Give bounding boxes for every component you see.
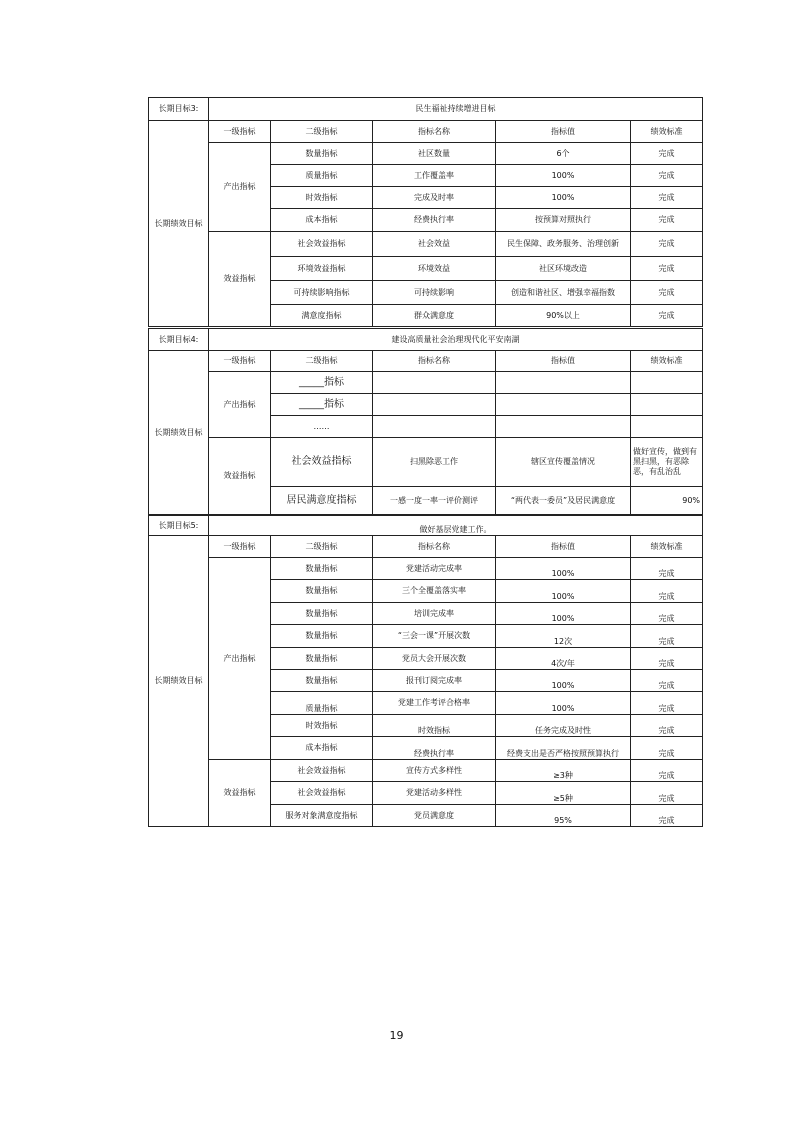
goal-label: 长期目标4: xyxy=(149,329,209,351)
cell-level2: 社会效益指标 xyxy=(271,232,373,257)
cell-value: 12次 xyxy=(496,625,631,648)
cell-level2: 数量指标 xyxy=(271,625,373,648)
cell-name: 时效指标 xyxy=(373,715,496,737)
cell-level2: …… xyxy=(271,416,373,438)
cell-value: 100% xyxy=(496,187,631,209)
cell-name: 党建活动多样性 xyxy=(373,782,496,805)
cell-level2: 数量指标 xyxy=(271,558,373,580)
cell-standard: 完成 xyxy=(631,209,703,232)
goal3-table xyxy=(148,97,703,327)
cell-standard: 完成 xyxy=(631,558,703,580)
cell-standard: 完成 xyxy=(631,603,703,625)
cell-level2: 满意度指标 xyxy=(271,305,373,327)
table-row xyxy=(149,372,703,394)
table-row xyxy=(149,232,703,257)
output-label: 产出指标 xyxy=(209,143,271,232)
cell-level2: 数量指标 xyxy=(271,143,373,165)
header-level2: 二级指标 xyxy=(271,351,373,372)
cell-value: “两代表一委员”及居民满意度 xyxy=(496,487,631,515)
cell-name: 群众满意度 xyxy=(373,305,496,327)
cell-name: 社会效益 xyxy=(373,232,496,257)
section-label: 长期绩效目标 xyxy=(149,351,209,515)
cell-level2: 数量指标 xyxy=(271,670,373,692)
cell-value: 经费支出是否严格按照预算执行 xyxy=(496,737,631,760)
cell-standard: 完成 xyxy=(631,692,703,715)
goal-label: 长期目标5: xyxy=(149,516,209,536)
page-number: 19 xyxy=(389,1029,404,1042)
header-name: 指标名称 xyxy=(373,351,496,372)
cell-standard: 完成 xyxy=(631,580,703,603)
cell-name xyxy=(373,372,496,394)
table-row xyxy=(149,760,703,782)
cell-standard: 完成 xyxy=(631,305,703,327)
cell-value: 民生保障、政务服务、治理创新 xyxy=(496,232,631,257)
cell-value: 100% xyxy=(496,692,631,715)
cell-name xyxy=(373,394,496,416)
header-name: 指标名称 xyxy=(373,121,496,143)
cell-value: 100% xyxy=(496,580,631,603)
benefit-label: 效益指标 xyxy=(209,438,271,515)
benefit-label: 效益指标 xyxy=(209,232,271,327)
header-level1: 一级指标 xyxy=(209,536,271,558)
cell-standard: 完成 xyxy=(631,625,703,648)
table-row xyxy=(149,558,703,580)
goal4-table xyxy=(148,328,703,515)
table-row xyxy=(149,438,703,487)
cell-value: 100% xyxy=(496,558,631,580)
cell-standard: 完成 xyxy=(631,257,703,281)
cell-name: 社区数量 xyxy=(373,143,496,165)
header-level1: 一级指标 xyxy=(209,121,271,143)
cell-name: “三会一课”开展次数 xyxy=(373,625,496,648)
section-label: 长期绩效目标 xyxy=(149,536,209,827)
cell-level2: _____指标 xyxy=(271,372,373,394)
cell-standard: 完成 xyxy=(631,232,703,257)
cell-level2: 质量指标 xyxy=(271,692,373,715)
cell-standard: 完成 xyxy=(631,281,703,305)
cell-name: 经费执行率 xyxy=(373,737,496,760)
cell-level2: 数量指标 xyxy=(271,603,373,625)
header-value: 指标值 xyxy=(496,121,631,143)
cell-standard: 完成 xyxy=(631,165,703,187)
cell-value: 创造和谐社区、增强幸福指数 xyxy=(496,281,631,305)
cell-level2: 时效指标 xyxy=(271,187,373,209)
cell-standard: 完成 xyxy=(631,143,703,165)
output-label: 产出指标 xyxy=(209,372,271,438)
cell-name: 可持续影响 xyxy=(373,281,496,305)
cell-standard: 做好宣传，做到有黑扫黑，有恶除恶，有乱治乱 xyxy=(631,438,703,487)
cell-level2: 居民满意度指标 xyxy=(271,487,373,515)
cell-value xyxy=(496,394,631,416)
header-standard: 绩效标准 xyxy=(631,536,703,558)
benefit-label: 效益指标 xyxy=(209,760,271,827)
cell-level2: 数量指标 xyxy=(271,648,373,670)
cell-value xyxy=(496,372,631,394)
cell-value: 4次/年 xyxy=(496,648,631,670)
cell-value: 社区环境改造 xyxy=(496,257,631,281)
cell-name: 报刊订阅完成率 xyxy=(373,670,496,692)
cell-standard: 完成 xyxy=(631,805,703,827)
cell-name: 经费执行率 xyxy=(373,209,496,232)
header-standard: 绩效标准 xyxy=(631,351,703,372)
header-level2: 二级指标 xyxy=(271,536,373,558)
cell-standard: 完成 xyxy=(631,782,703,805)
cell-level2: 成本指标 xyxy=(271,209,373,232)
cell-name: 一感一度一率一评价测评 xyxy=(373,487,496,515)
cell-name: 党建活动完成率 xyxy=(373,558,496,580)
cell-value: 任务完成及时性 xyxy=(496,715,631,737)
cell-value: 95% xyxy=(496,805,631,827)
cell-value: ≥3种 xyxy=(496,760,631,782)
cell-level2: 社会效益指标 xyxy=(271,782,373,805)
goal-title: 建设高质量社会治理现代化平安南湖 xyxy=(209,329,703,351)
cell-level2: 社会效益指标 xyxy=(271,438,373,487)
cell-level2: 质量指标 xyxy=(271,165,373,187)
cell-standard: 完成 xyxy=(631,715,703,737)
cell-level2: 成本指标 xyxy=(271,737,373,760)
goal-label: 长期目标3: xyxy=(149,98,209,121)
cell-standard: 完成 xyxy=(631,648,703,670)
cell-name: 环境效益 xyxy=(373,257,496,281)
cell-level2: 环境效益指标 xyxy=(271,257,373,281)
cell-value: 90%以上 xyxy=(496,305,631,327)
cell-standard: 完成 xyxy=(631,737,703,760)
goal-title: 做好基层党建工作。 xyxy=(209,516,703,536)
cell-standard: 90% xyxy=(631,487,703,515)
cell-name: 三个全覆盖落实率 xyxy=(373,580,496,603)
cell-level2: 时效指标 xyxy=(271,715,373,737)
goal5-table xyxy=(148,515,703,827)
cell-name: 完成及时率 xyxy=(373,187,496,209)
cell-value: ≥5种 xyxy=(496,782,631,805)
cell-name xyxy=(373,416,496,438)
cell-name: 工作覆盖率 xyxy=(373,165,496,187)
header-name: 指标名称 xyxy=(373,536,496,558)
output-label: 产出指标 xyxy=(209,558,271,760)
cell-name: 培训完成率 xyxy=(373,603,496,625)
cell-level2: _____指标 xyxy=(271,394,373,416)
cell-standard: 完成 xyxy=(631,670,703,692)
cell-name: 党员满意度 xyxy=(373,805,496,827)
section-label: 长期绩效目标 xyxy=(149,121,209,327)
cell-level2: 数量指标 xyxy=(271,580,373,603)
cell-standard xyxy=(631,416,703,438)
goal-title: 民生福祉持续增进目标 xyxy=(209,98,703,121)
cell-standard xyxy=(631,372,703,394)
header-level2: 二级指标 xyxy=(271,121,373,143)
cell-value: 100% xyxy=(496,165,631,187)
cell-level2: 社会效益指标 xyxy=(271,760,373,782)
cell-name: 扫黑除恶工作 xyxy=(373,438,496,487)
cell-standard xyxy=(631,394,703,416)
header-standard: 绩效标准 xyxy=(631,121,703,143)
cell-value xyxy=(496,416,631,438)
cell-name: 宣传方式多样性 xyxy=(373,760,496,782)
cell-level2: 服务对象满意度指标 xyxy=(271,805,373,827)
cell-name: 党建工作考评合格率 xyxy=(373,692,496,715)
cell-value: 6个 xyxy=(496,143,631,165)
cell-name: 党员大会开展次数 xyxy=(373,648,496,670)
cell-value: 100% xyxy=(496,670,631,692)
header-value: 指标值 xyxy=(496,351,631,372)
cell-standard: 完成 xyxy=(631,760,703,782)
header-value: 指标值 xyxy=(496,536,631,558)
cell-value: 100% xyxy=(496,603,631,625)
cell-value: 辖区宣传覆盖情况 xyxy=(496,438,631,487)
cell-level2: 可持续影响指标 xyxy=(271,281,373,305)
header-level1: 一级指标 xyxy=(209,351,271,372)
cell-standard: 完成 xyxy=(631,187,703,209)
table-row xyxy=(149,143,703,165)
cell-value: 按预算对照执行 xyxy=(496,209,631,232)
